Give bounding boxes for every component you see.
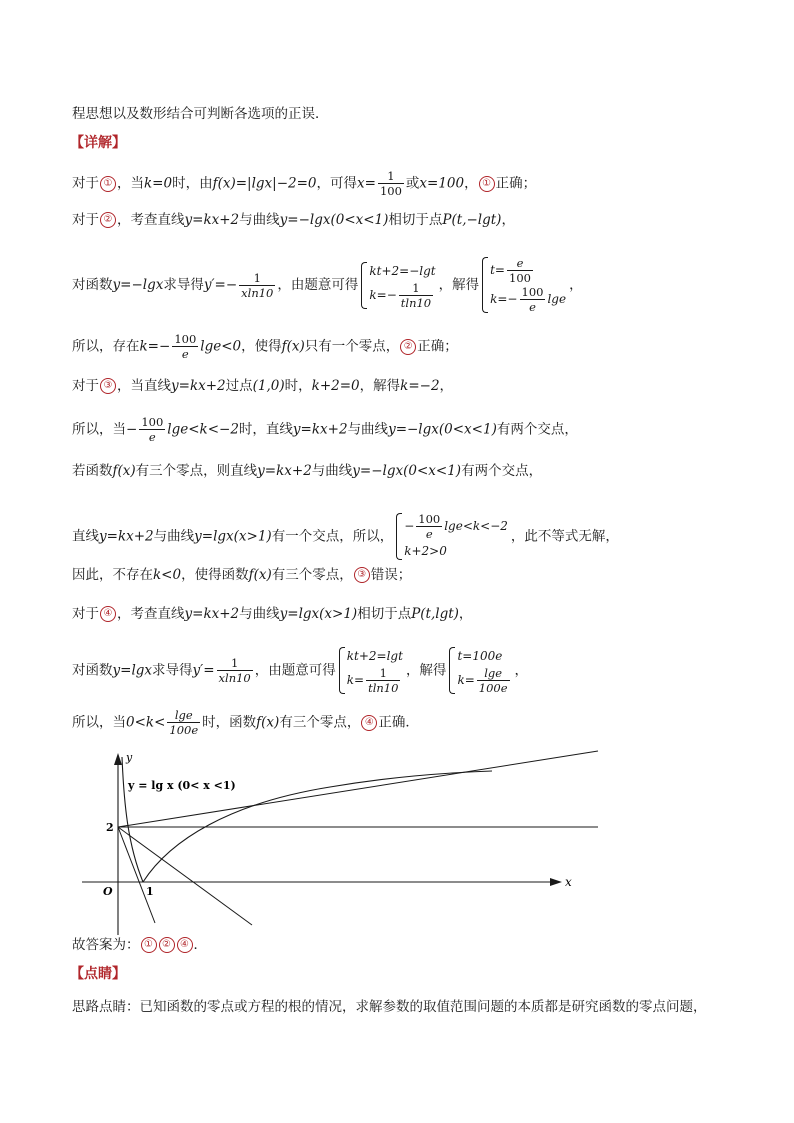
tick-2-label: 2 [106,821,114,834]
solution-line-1: 对于 ① ，当k=0时，由f(x)=|lgx|−2=0，可得x= $\frac{1}{100}$ 或x=100， ① 正确； [72,169,537,198]
intro-text: 程思想以及数形结合可判断各选项的正误． [72,106,329,122]
x-axis-label: x [565,875,572,889]
solution-line-9: 因此，不存在k<0，使得函数f(x)有三个零点， ③ 错误； [72,567,412,583]
solution-line-3: 对函数y=−lgx求导得y′=− $\frac{1}{xln10}$ ，由题意可得 kt+2=−lgt k=− $\frac{1}{tln10}$ ，解得 t= $\frac{e}{100}$ k=− $\frac{100}{e}$ lge ， [72,256,583,314]
answer-line: 故答案为： ① ② ④ ． [72,937,207,953]
option-1-marker: ① [479,176,495,192]
solution-line-6: 所以，当− $\frac{100}{e}$ lge<k<−2时，直线y=kx+2与曲线y=−lgx(0<x<1)有两个交点， [72,415,578,444]
origin-label: O [103,885,113,898]
solution-line-11: 对函数y=lgx求导得y′= $\frac{1}{xln10}$ ，由题意可得 kt+2=lgt k= $\frac{1}{tln10}$ ，解得 t=100e k= $\frac{\lg e}{100e}$ ， [72,646,528,695]
solution-line-10: 对于 ④ ，考查直线y=kx+2与曲线y=lgx(x>1)相切于点P(t,lgt)， [72,606,473,622]
curve-label: y = lg x (0< x <1) [128,779,236,792]
tick-1-label: 1 [146,885,154,898]
line-through-neg-slope [118,827,252,925]
solution-line-7: 若函数f(x)有三个零点，则直线y=kx+2与曲线y=−lgx(0<x<1)有两个交点， [72,463,543,479]
function-graph [0,745,794,935]
solution-line-4: 所以，存在k=− $\frac{100}{e}$ lge<0，使得f(x)只有一个零点， ② 正确； [72,332,458,361]
line-steep [118,827,155,923]
option-1-marker: ① [100,176,116,192]
y-axis-label: y [126,751,133,764]
solution-line-5: 对于 ③ ，当直线y=kx+2过点(1,0)时，k+2=0，解得k=−2， [72,378,454,394]
x-axis-arrow [550,878,562,886]
tip-text: 思路点睛：已知函数的零点或方程的根的情况，求解参数的取值范围问题的本质都是研究函数的零点问题， [72,999,707,1015]
solution-line-8: 直线y=kx+2与曲线y=lgx(x>1)有一个交点，所以， − $\frac{100}{e}$ lge<k<−2 k+2>0 ，此不等式无解， [72,512,619,561]
tip-heading: 【点睛】 [70,966,126,982]
y-axis-arrow [114,753,122,765]
solution-line-2: 对于 ② ，考查直线y=kx+2与曲线y=−lgx(0<x<1)相切于点P(t,−lgt)， [72,212,515,228]
solution-line-12: 所以，当0<k< $\frac{\lg e}{100e}$ 时，函数f(x)有三个零点， ④ 正确． [72,708,419,737]
detail-heading: 【详解】 [70,135,126,151]
